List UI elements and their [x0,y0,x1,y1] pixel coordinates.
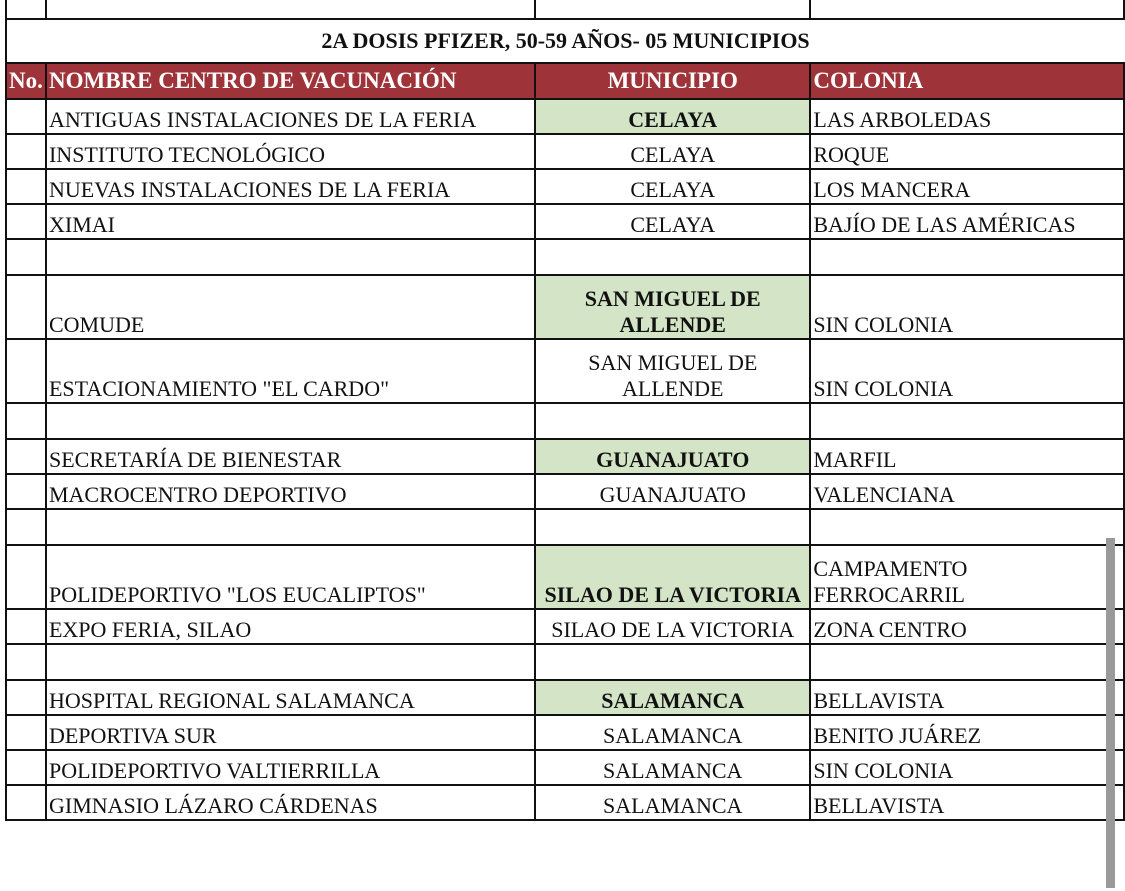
table-row [6,750,1124,785]
cell-municipio[interactable]: CELAYA [535,134,810,169]
table-row [6,609,1124,644]
cell-colonia[interactable]: MARFIL [810,439,1124,474]
cell-municipio[interactable]: SALAMANCA [535,715,810,750]
cell-colonia[interactable]: LAS ARBOLEDAS [810,99,1124,134]
cell-municipio[interactable]: CELAYA [535,99,810,134]
cell[interactable] [535,509,810,545]
cell-municipio[interactable]: SAN MIGUEL DE ALLENDE [535,339,810,403]
cell-colonia[interactable]: ROQUE [810,134,1124,169]
cell-municipio[interactable]: CELAYA [535,204,810,239]
cell-colonia[interactable]: LOS MANCERA [810,169,1124,204]
cell-nombre[interactable]: MACROCENTRO DEPORTIVO [46,474,535,509]
cell[interactable] [6,509,46,545]
cell-nombre[interactable]: GIMNASIO LÁZARO CÁRDENAS [46,785,535,820]
cell[interactable] [46,644,535,680]
cell[interactable] [46,509,535,545]
cell-no[interactable] [6,99,46,134]
cell-colonia[interactable]: ZONA CENTRO [810,609,1124,644]
table-row [6,204,1124,239]
cell-no[interactable] [6,715,46,750]
table-row [6,99,1124,134]
cell-nombre[interactable]: ESTACIONAMIENTO "EL CARDO" [46,339,535,403]
cell[interactable] [535,403,810,439]
cell-municipio[interactable]: SALAMANCA [535,750,810,785]
table-row [6,785,1124,820]
cell[interactable] [6,403,46,439]
cell-nombre[interactable]: XIMAI [46,204,535,239]
cell-nombre[interactable]: POLIDEPORTIVO VALTIERRILLA [46,750,535,785]
table-row [6,0,1124,19]
cell[interactable] [810,644,1124,680]
cell-colonia[interactable]: BENITO JUÁREZ [810,715,1124,750]
cell[interactable] [535,644,810,680]
cell-municipio[interactable]: CELAYA [535,169,810,204]
cell-no[interactable] [6,204,46,239]
empty-row [6,403,1124,439]
cell-municipio[interactable]: GUANAJUATO [535,474,810,509]
cell-municipio[interactable]: SILAO DE LA VICTORIA [535,609,810,644]
cell-no[interactable] [6,439,46,474]
cell-municipio[interactable]: SALAMANCA [535,785,810,820]
vertical-scrollbar[interactable] [1106,538,1115,888]
header-no[interactable]: No. [6,63,46,99]
cell[interactable] [46,239,535,275]
cell[interactable] [535,239,810,275]
cell-no[interactable] [6,785,46,820]
cell[interactable] [810,239,1124,275]
table-row [6,715,1124,750]
cell-colonia[interactable]: SIN COLONIA [810,750,1124,785]
cell[interactable] [6,239,46,275]
header-row [6,63,1124,99]
table-row [6,680,1124,715]
cell-nombre[interactable]: EXPO FERIA, SILAO [46,609,535,644]
cell-colonia[interactable]: SIN COLONIA [810,275,1124,339]
cell-no[interactable] [6,680,46,715]
cell-nombre[interactable]: SECRETARÍA DE BIENESTAR [46,439,535,474]
cell[interactable] [46,0,535,19]
cell-municipio[interactable]: SALAMANCA [535,680,810,715]
vaccination-table [5,0,1125,821]
cell-colonia[interactable]: CAMPAMENTO FERROCARRIL [810,545,1124,609]
table-row [6,275,1124,339]
cell-nombre[interactable]: COMUDE [46,275,535,339]
cell-no[interactable] [6,750,46,785]
title-row [6,19,1124,63]
table-row [6,134,1124,169]
table-row [6,439,1124,474]
cell-municipio[interactable]: SAN MIGUEL DE ALLENDE [535,275,810,339]
cell-no[interactable] [6,609,46,644]
empty-row [6,644,1124,680]
cell-no[interactable] [6,474,46,509]
header-municipio[interactable]: MUNICIPIO [535,63,810,99]
cell-no[interactable] [6,339,46,403]
cell-no[interactable] [6,275,46,339]
sheet-title[interactable]: 2A DOSIS PFIZER, 50-59 AÑOS- 05 MUNICIPIOS [6,19,1124,63]
table-row [6,545,1124,609]
empty-row [6,239,1124,275]
table-row [6,169,1124,204]
cell-nombre[interactable]: NUEVAS INSTALACIONES DE LA FERIA [46,169,535,204]
empty-row [6,509,1124,545]
header-colonia[interactable]: COLONIA [810,63,1124,99]
cell-nombre[interactable]: DEPORTIVA SUR [46,715,535,750]
cell[interactable] [810,509,1124,545]
cell-no[interactable] [6,545,46,609]
cell-colonia[interactable]: BELLAVISTA [810,785,1124,820]
cell[interactable] [535,0,810,19]
cell-nombre[interactable]: POLIDEPORTIVO "LOS EUCALIPTOS" [46,545,535,609]
cell-nombre[interactable]: INSTITUTO TECNOLÓGICO [46,134,535,169]
cell[interactable] [46,403,535,439]
cell[interactable] [6,644,46,680]
cell-colonia[interactable]: VALENCIANA [810,474,1124,509]
cell-no[interactable] [6,134,46,169]
cell-municipio[interactable]: GUANAJUATO [535,439,810,474]
cell[interactable] [810,0,1124,19]
cell-nombre[interactable]: ANTIGUAS INSTALACIONES DE LA FERIA [46,99,535,134]
table-row [6,339,1124,403]
cell-municipio[interactable]: SILAO DE LA VICTORIA [535,545,810,609]
cell-colonia[interactable]: SIN COLONIA [810,339,1124,403]
header-nombre[interactable]: NOMBRE CENTRO DE VACUNACIÓN [46,63,535,99]
cell[interactable] [6,0,46,19]
cell[interactable] [810,403,1124,439]
table-row [6,474,1124,509]
cell-colonia[interactable]: BAJÍO DE LAS AMÉRICAS [810,204,1124,239]
cell-nombre[interactable]: HOSPITAL REGIONAL SALAMANCA [46,680,535,715]
cell-colonia[interactable]: BELLAVISTA [810,680,1124,715]
cell-no[interactable] [6,169,46,204]
